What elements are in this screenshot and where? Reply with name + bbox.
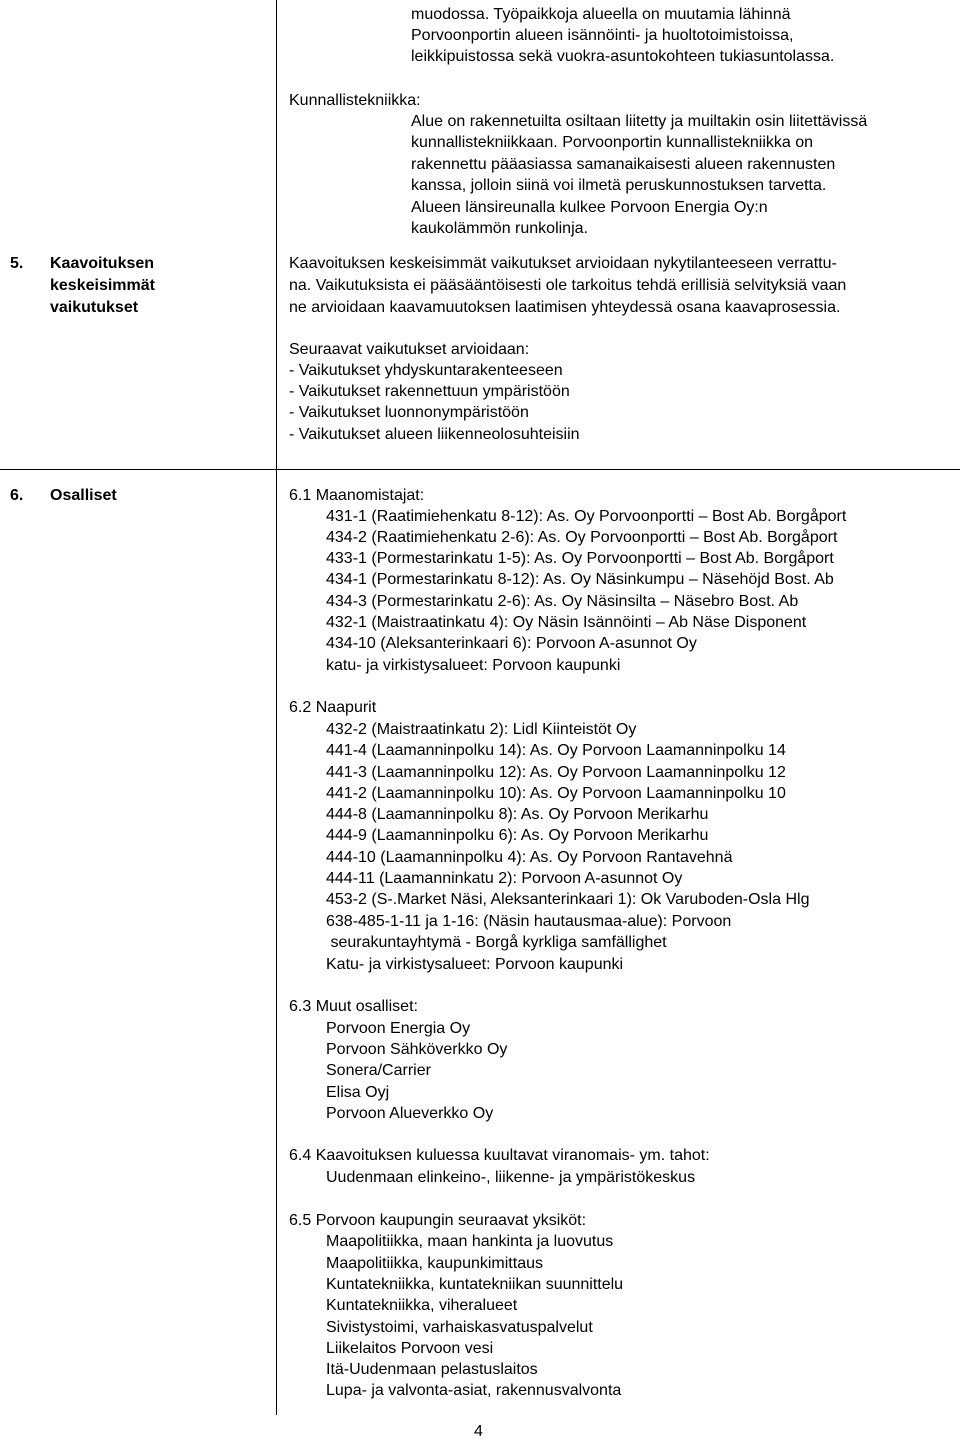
section-6-title: Osalliset	[50, 487, 117, 504]
section-5-list-heading: Seuraavat vaikutukset arvioidaan:	[289, 341, 530, 358]
group-heading-maanomistajat: 6.1 Maanomistajat:	[289, 487, 425, 504]
list-item: Maapolitiikka, kaupunkimittaus	[326, 1255, 543, 1272]
group-heading-naapurit: 6.2 Naapurit	[289, 699, 377, 716]
kunnallistekniikka-line: kunnallistekniikkaan. Porvoonportin kunnallistekniikka on	[411, 134, 814, 151]
kunnallistekniikka-heading: Kunnallistekniikka:	[289, 92, 421, 109]
section-5-list-item: - Vaikutukset yhdyskuntarakenteeseen	[289, 362, 563, 379]
list-item: 638-485-1-11 ja 1-16: (Näsin hautausmaa-alue): Porvoon	[326, 913, 732, 930]
list-item: 444-10 (Laamanninpolku 4): As. Oy Porvoon Rantavehnä	[326, 849, 733, 866]
intro-line: muodossa. Työpaikkoja alueella on muutamia lähinnä	[411, 6, 791, 23]
section-5-list-item: - Vaikutukset alueen liikenneolosuhteisiin	[289, 426, 580, 443]
list-item: 433-1 (Pormestarinkatu 1-5): As. Oy Porvoonportti – Bost Ab. Borgåport	[326, 550, 834, 567]
list-item: Liikelaitos Porvoon vesi	[326, 1340, 494, 1357]
section-5-list-item: - Vaikutukset rakennettuun ympäristöön	[289, 383, 570, 400]
list-item: Kuntatekniikka, viheralueet	[326, 1297, 518, 1314]
list-item: 432-1 (Maistraatinkatu 4): Oy Näsin Isännöinti – Ab Näse Disponent	[326, 614, 807, 631]
kunnallistekniikka-line: kanssa, jolloin siinä voi ilmetä peruskunnostuksen tarvetta.	[411, 177, 827, 194]
section-5-title: Kaavoituksen	[50, 255, 155, 272]
group-heading-muut-osalliset: 6.3 Muut osalliset:	[289, 998, 418, 1015]
list-item: 444-8 (Laamanninpolku 8): As. Oy Porvoon Merikarhu	[326, 806, 709, 823]
list-item: 434-1 (Pormestarinkatu 8-12): As. Oy Näsinkumpu – Näsehöjd Bost. Ab	[326, 571, 834, 588]
section-5-list-item: - Vaikutukset luonnonympäristöön	[289, 404, 529, 421]
page-number: 4	[474, 1423, 483, 1440]
list-item: katu- ja virkistysalueet: Porvoon kaupunki	[326, 657, 621, 674]
list-item: 441-3 (Laamanninpolku 12): As. Oy Porvoon Laamanninpolku 12	[326, 764, 786, 781]
list-item: Itä-Uudenmaan pelastuslaitos	[326, 1361, 538, 1378]
kunnallistekniikka-line: Alueen länsireunalla kulkee Porvoon Energia Oy:n	[411, 199, 768, 216]
list-item: 432-2 (Maistraatinkatu 2): Lidl Kiinteistöt Oy	[326, 721, 637, 738]
intro-line: leikkipuistossa sekä vuokra-asuntokohteen tukiasuntolassa.	[411, 48, 835, 65]
kunnallistekniikka-line: Alue on rakennetuilta osiltaan liitetty ja muiltakin osin liitettävissä	[411, 113, 868, 130]
section-5-body-line: Kaavoituksen keskeisimmät vaikutukset arvioidaan nykytilanteeseen verrattu-	[289, 255, 837, 272]
list-item: Lupa- ja valvonta-asiat, rakennusvalvonta	[326, 1382, 622, 1399]
list-item: 434-10 (Aleksanterinkaari 6): Porvoon A-asunnot Oy	[326, 635, 697, 652]
section-6-number: 6.	[10, 487, 24, 504]
column-divider-top	[276, 0, 277, 470]
list-item: 444-11 (Laamanninkatu 2): Porvoon A-asunnot Oy	[326, 870, 683, 887]
list-item: Sonera/Carrier	[326, 1062, 431, 1079]
section-5-body-line: ne arvioidaan kaavamuutoksen laatimisen yhteydessä osana kaavaprosessia.	[289, 299, 841, 316]
section-5-body-line: na. Vaikutuksista ei pääsääntöisesti ole tarkoitus tehdä erillisiä selvityksiä vaan	[289, 277, 847, 294]
intro-line: Porvoonportin alueen isännöinti- ja huoltotoimistoissa,	[411, 27, 794, 44]
list-item: Uudenmaan elinkeino-, liikenne- ja ympäristökeskus	[326, 1169, 696, 1186]
list-item: Porvoon Alueverkko Oy	[326, 1105, 494, 1122]
section-5-number: 5.	[10, 255, 24, 272]
list-item: Katu- ja virkistysalueet: Porvoon kaupunki	[326, 956, 624, 973]
kunnallistekniikka-line: rakennettu pääasiassa samanaikaisesti alueen rakennusten	[411, 156, 836, 173]
list-item: 431-1 (Raatimiehenkatu 8-12): As. Oy Porvoonportti – Bost Ab. Borgåport	[326, 508, 847, 525]
list-item: Porvoon Energia Oy	[326, 1020, 471, 1037]
group-heading-kaupungin-yksikot: 6.5 Porvoon kaupungin seuraavat yksiköt:	[289, 1212, 587, 1229]
section-5-title: vaikutukset	[50, 299, 139, 316]
section-5-title: keskeisimmät	[50, 277, 155, 294]
list-item: Elisa Oyj	[326, 1084, 390, 1101]
list-item: 434-2 (Raatimiehenkatu 2-6): As. Oy Porvoonportti – Bost Ab. Borgåport	[326, 529, 838, 546]
kunnallistekniikka-line: kaukolämmön runkolinja.	[411, 220, 588, 237]
list-item: 441-2 (Laamanninpolku 10): As. Oy Porvoon Laamanninpolku 10	[326, 785, 786, 802]
list-item: 453-2 (S-.Market Näsi, Aleksanterinkaari 1): Ok Varuboden-Osla Hlg	[326, 891, 810, 908]
group-heading-viranomaiset: 6.4 Kaavoituksen kuluessa kuultavat viranomais- ym. tahot:	[289, 1147, 710, 1164]
column-divider-bottom	[276, 470, 277, 1415]
section-divider	[0, 469, 960, 470]
list-item: seurakuntayhtymä - Borgå kyrkliga samfällighet	[326, 934, 667, 951]
list-item: Maapolitiikka, maan hankinta ja luovutus	[326, 1233, 614, 1250]
list-item: Kuntatekniikka, kuntatekniikan suunnittelu	[326, 1276, 624, 1293]
list-item: 441-4 (Laamanninpolku 14): As. Oy Porvoon Laamanninpolku 14	[326, 742, 786, 759]
list-item: Sivistystoimi, varhaiskasvatuspalvelut	[326, 1319, 593, 1336]
list-item: Porvoon Sähköverkko Oy	[326, 1041, 508, 1058]
list-item: 434-3 (Pormestarinkatu 2-6): As. Oy Näsinsilta – Näsebro Bost. Ab	[326, 593, 799, 610]
list-item: 444-9 (Laamanninpolku 6): As. Oy Porvoon Merikarhu	[326, 827, 709, 844]
